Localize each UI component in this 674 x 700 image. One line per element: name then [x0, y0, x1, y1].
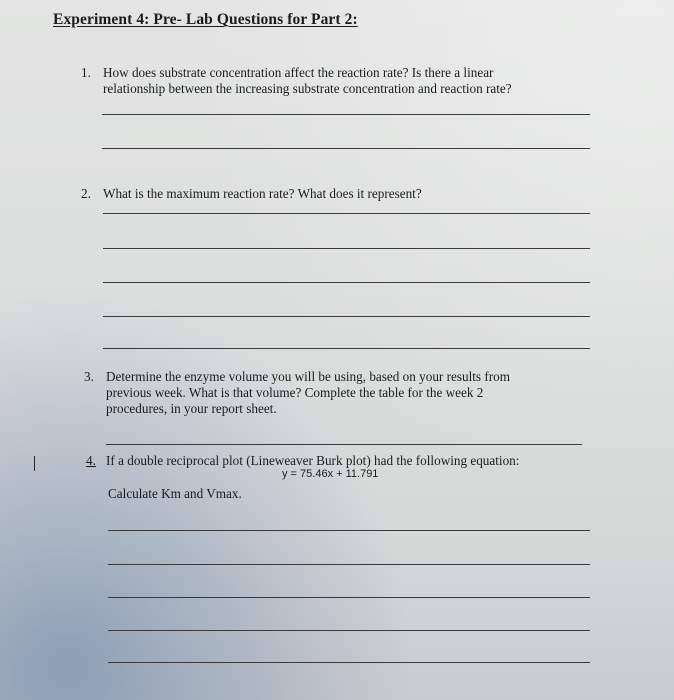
answer-line[interactable] — [103, 282, 590, 283]
answer-line[interactable] — [106, 444, 582, 445]
answer-line[interactable] — [102, 114, 590, 115]
question-text-line: Determine the enzyme volume you will be using, based on your results from — [106, 369, 510, 384]
answer-line[interactable] — [103, 316, 590, 317]
equation: y = 75.46x + 11.791 — [282, 468, 379, 480]
answer-line[interactable] — [102, 148, 590, 149]
page-title: Experiment 4: Pre- Lab Questions for Part 2: — [53, 11, 358, 28]
question-number: 1. — [81, 65, 91, 80]
question-instruction: Calculate Km and Vmax. — [108, 486, 242, 501]
answer-line[interactable] — [108, 564, 590, 565]
answer-line[interactable] — [108, 662, 590, 663]
answer-line[interactable] — [103, 348, 590, 349]
question-text-line: previous week. What is that volume? Complete the table for the week 2 — [106, 385, 484, 400]
answer-line[interactable] — [108, 597, 590, 598]
question-number: 2. — [81, 186, 91, 201]
question-text-line: If a double reciprocal plot (Lineweaver Burk plot) had the following equation: — [106, 453, 520, 468]
question-number: 3. — [84, 369, 94, 384]
question-text-line: What is the maximum reaction rate? What does it represent? — [103, 186, 422, 201]
question-text-line: How does substrate concentration affect the reaction rate? Is there a linear — [103, 65, 494, 80]
answer-line[interactable] — [108, 630, 590, 631]
answer-line[interactable] — [103, 248, 590, 249]
answer-line[interactable] — [103, 213, 590, 214]
question-text-line: procedures, in your report sheet. — [106, 401, 277, 416]
answer-line[interactable] — [108, 530, 590, 531]
text-cursor — [34, 456, 35, 471]
question-text-line: relationship between the increasing substrate concentration and reaction rate? — [103, 81, 512, 96]
question-number: 4. — [86, 453, 96, 468]
